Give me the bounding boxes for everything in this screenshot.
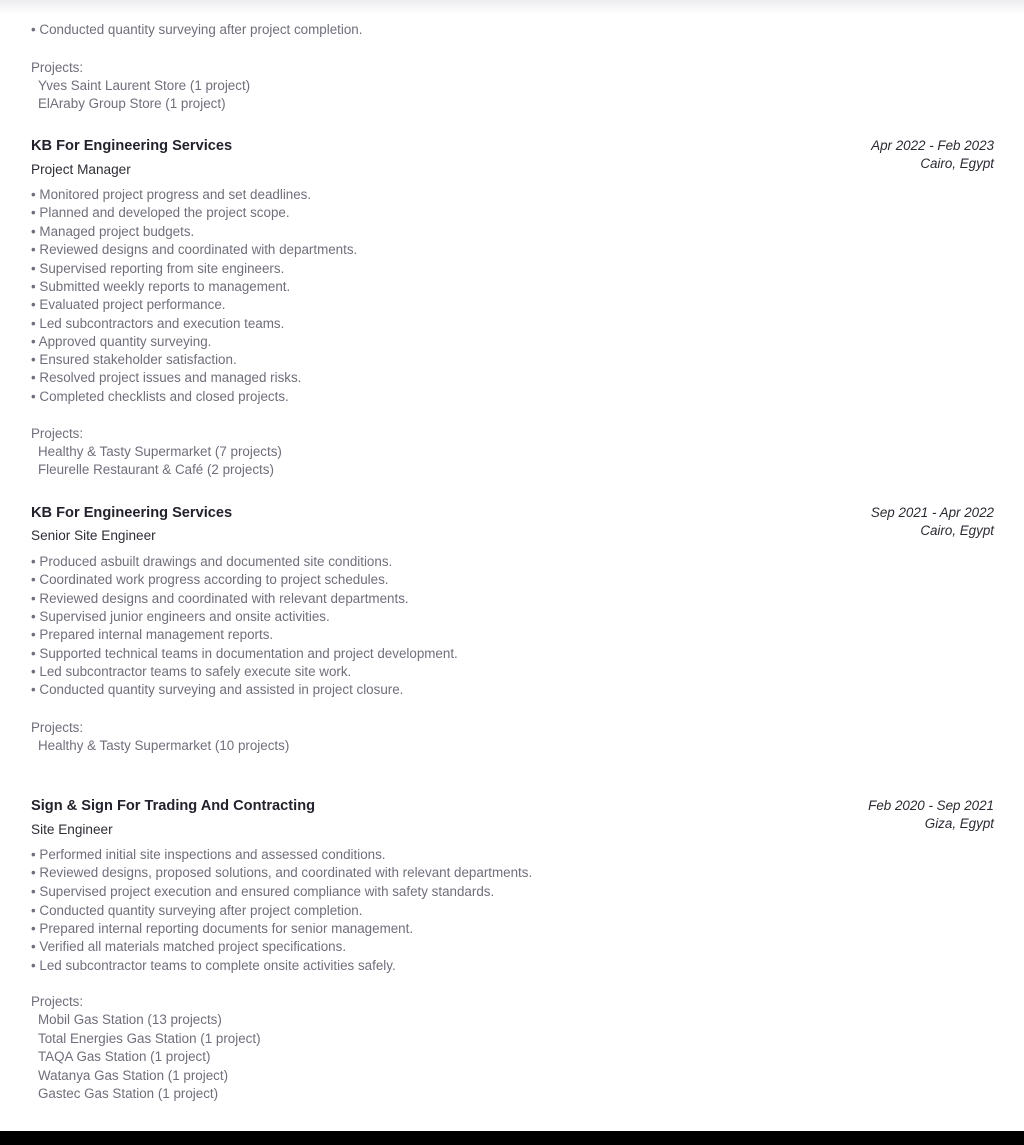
job-bullet: • Supported technical teams in documentation and project development. — [31, 646, 458, 661]
intro-projects-label: Projects: — [31, 60, 84, 75]
job-bullet: • Planned and developed the project scope. — [31, 205, 290, 220]
bottom-bar — [0, 1131, 1024, 1145]
intro-project-item: Yves Saint Laurent Store (1 project) — [38, 78, 251, 93]
job-bullet: • Managed project budgets. — [31, 224, 195, 239]
job-bullet: • Verified all materials matched project specifications. — [31, 939, 347, 954]
job-bullet: • Supervised junior engineers and onsite activities. — [31, 609, 330, 624]
job-project-item: Gastec Gas Station (1 project) — [38, 1086, 219, 1101]
top-shadow — [0, 0, 1024, 14]
job-bullet: • Conducted quantity surveying and assisted in project closure. — [31, 682, 404, 697]
job-project-item: Healthy & Tasty Supermarket (10 projects) — [38, 738, 290, 753]
job-projects-label: Projects: — [31, 994, 84, 1009]
job-bullet: • Ensured stakeholder satisfaction. — [31, 352, 237, 367]
job-bullet: • Monitored project progress and set deadlines. — [31, 187, 312, 202]
job-bullet: • Prepared internal management reports. — [31, 627, 274, 642]
job-company: Sign & Sign For Trading And Contracting — [31, 798, 316, 814]
job-project-item: Fleurelle Restaurant & Café (2 projects) — [38, 462, 274, 477]
job-location: Cairo, Egypt — [920, 156, 994, 171]
job-bullet: • Resolved project issues and managed risks. — [31, 370, 302, 385]
job-bullet: • Led subcontractor teams to complete onsite activities safely. — [31, 958, 396, 973]
job-bullet: • Conducted quantity surveying after project completion. — [31, 903, 363, 918]
job-project-item: Total Energies Gas Station (1 project) — [38, 1031, 261, 1046]
job-bullet: • Led subcontractor teams to safely execute site work. — [31, 664, 352, 679]
job-company: KB For Engineering Services — [31, 505, 233, 521]
job-bullet: • Reviewed designs and coordinated with departments. — [31, 242, 358, 257]
job-dates: Feb 2020 - Sep 2021 — [868, 798, 994, 813]
job-project-item: TAQA Gas Station (1 project) — [38, 1049, 211, 1064]
intro-bullet: • Conducted quantity surveying after project completion. — [31, 22, 363, 37]
job-projects-label: Projects: — [31, 720, 84, 735]
job-bullet: • Performed initial site inspections and assessed conditions. — [31, 847, 386, 862]
job-dates: Apr 2022 - Feb 2023 — [871, 138, 994, 153]
job-bullet: • Coordinated work progress according to project schedules. — [31, 572, 389, 587]
job-company: KB For Engineering Services — [31, 138, 233, 154]
job-bullet: • Reviewed designs and coordinated with relevant departments. — [31, 591, 409, 606]
intro-project-item: ElAraby Group Store (1 project) — [38, 96, 226, 111]
job-bullet: • Led subcontractors and execution teams. — [31, 316, 285, 331]
job-role: Senior Site Engineer — [31, 528, 156, 543]
job-bullet: • Supervised project execution and ensured compliance with safety standards. — [31, 884, 495, 899]
job-bullet: • Submitted weekly reports to management. — [31, 279, 291, 294]
job-location: Cairo, Egypt — [920, 523, 994, 538]
job-role: Site Engineer — [31, 822, 113, 837]
job-role: Project Manager — [31, 162, 131, 177]
job-dates: Sep 2021 - Apr 2022 — [870, 505, 994, 520]
job-bullet: • Prepared internal reporting documents for senior management. — [31, 921, 414, 936]
job-bullet: • Supervised reporting from site engineers. — [31, 261, 285, 276]
job-bullet: • Evaluated project performance. — [31, 297, 226, 312]
job-bullet: • Completed checklists and closed projects. — [31, 389, 289, 404]
job-location: Giza, Egypt — [924, 816, 994, 831]
job-project-item: Healthy & Tasty Supermarket (7 projects) — [38, 444, 282, 459]
job-bullet: • Approved quantity surveying. — [31, 334, 212, 349]
job-project-item: Watanya Gas Station (1 project) — [38, 1068, 229, 1083]
job-projects-label: Projects: — [31, 426, 84, 441]
job-bullet: • Produced asbuilt drawings and documented site conditions. — [31, 554, 393, 569]
job-bullet: • Reviewed designs, proposed solutions, and coordinated with relevant departments. — [31, 865, 533, 880]
job-project-item: Mobil Gas Station (13 projects) — [38, 1012, 222, 1027]
